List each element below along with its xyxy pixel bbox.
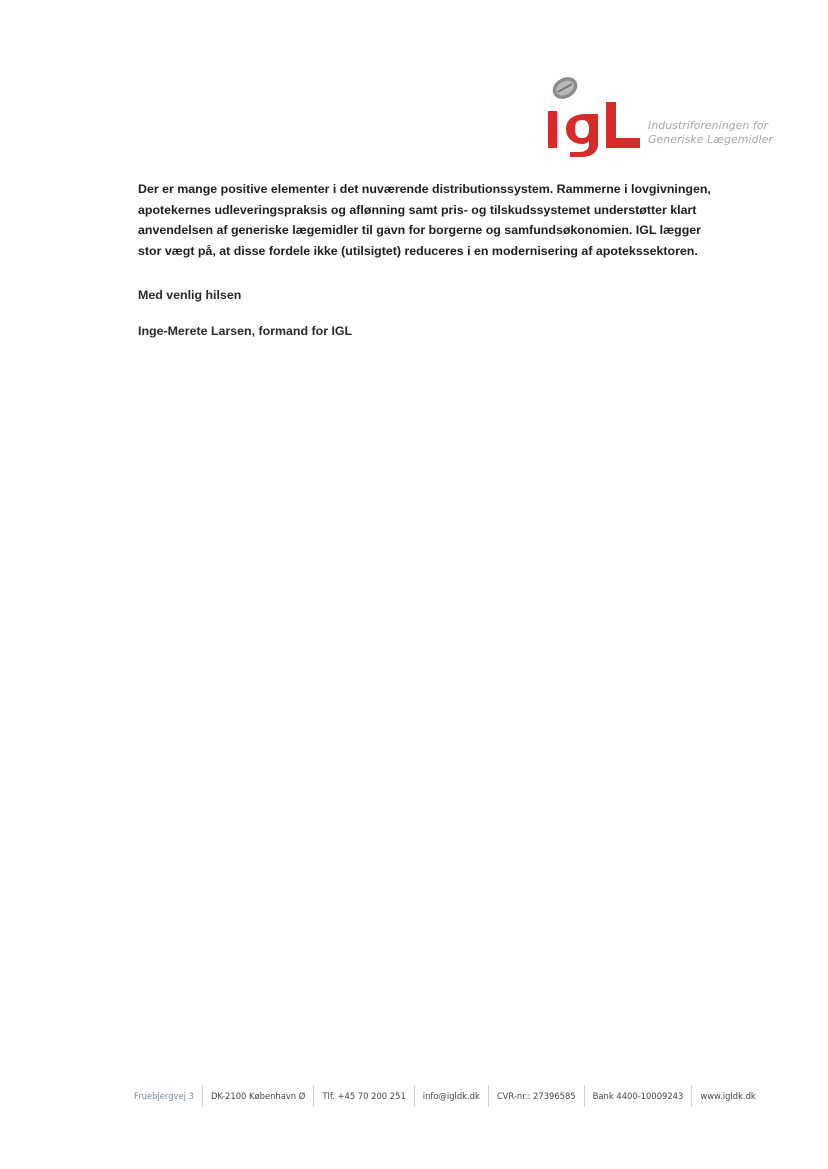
logo-tagline-line2: Generiske Lægemidler: [648, 133, 773, 146]
footer-email[interactable]: info@igldk.dk: [422, 1091, 480, 1101]
body-paragraph: Der er mange positive elementer i det nuværende distributionssystem. Rammerne i lovgivningen, apotekernes udleveringspraksis og aflønning samt pris- og tilskudssystemet understøtter klart anvendelsen af generiske lægemidler til gavn for borgerne og samfundsøkonomien. IGL lægger stor vægt på, at disse fordele ikke (utilsigtet) reduceres i en modernisering af apotekssektoren.: [138, 182, 711, 258]
footer-cvr: CVR-nr.: 27396585: [496, 1091, 576, 1101]
footer-city: DK-2100 København Ø: [210, 1091, 306, 1101]
pill-icon: [549, 74, 582, 103]
closing-salutation: Med venlig hilsen: [138, 288, 242, 302]
letter-footer: [128, 1085, 764, 1107]
footer-phone: Tlf. +45 70 200 251: [322, 1091, 406, 1101]
footer-address: Fruebjergvej 3: [134, 1091, 194, 1101]
logo-tagline: [648, 119, 773, 147]
logo-tagline-line1: Industriforeningen for: [648, 119, 769, 132]
footer-web[interactable]: www.igldk.dk: [700, 1091, 756, 1101]
signature-line: Inge-Merete Larsen, formand for IGL: [138, 324, 353, 338]
igl-logo-mark: [540, 74, 645, 164]
footer-bank: Bank 4400-10009243: [592, 1091, 684, 1101]
igl-logo: [540, 74, 773, 164]
